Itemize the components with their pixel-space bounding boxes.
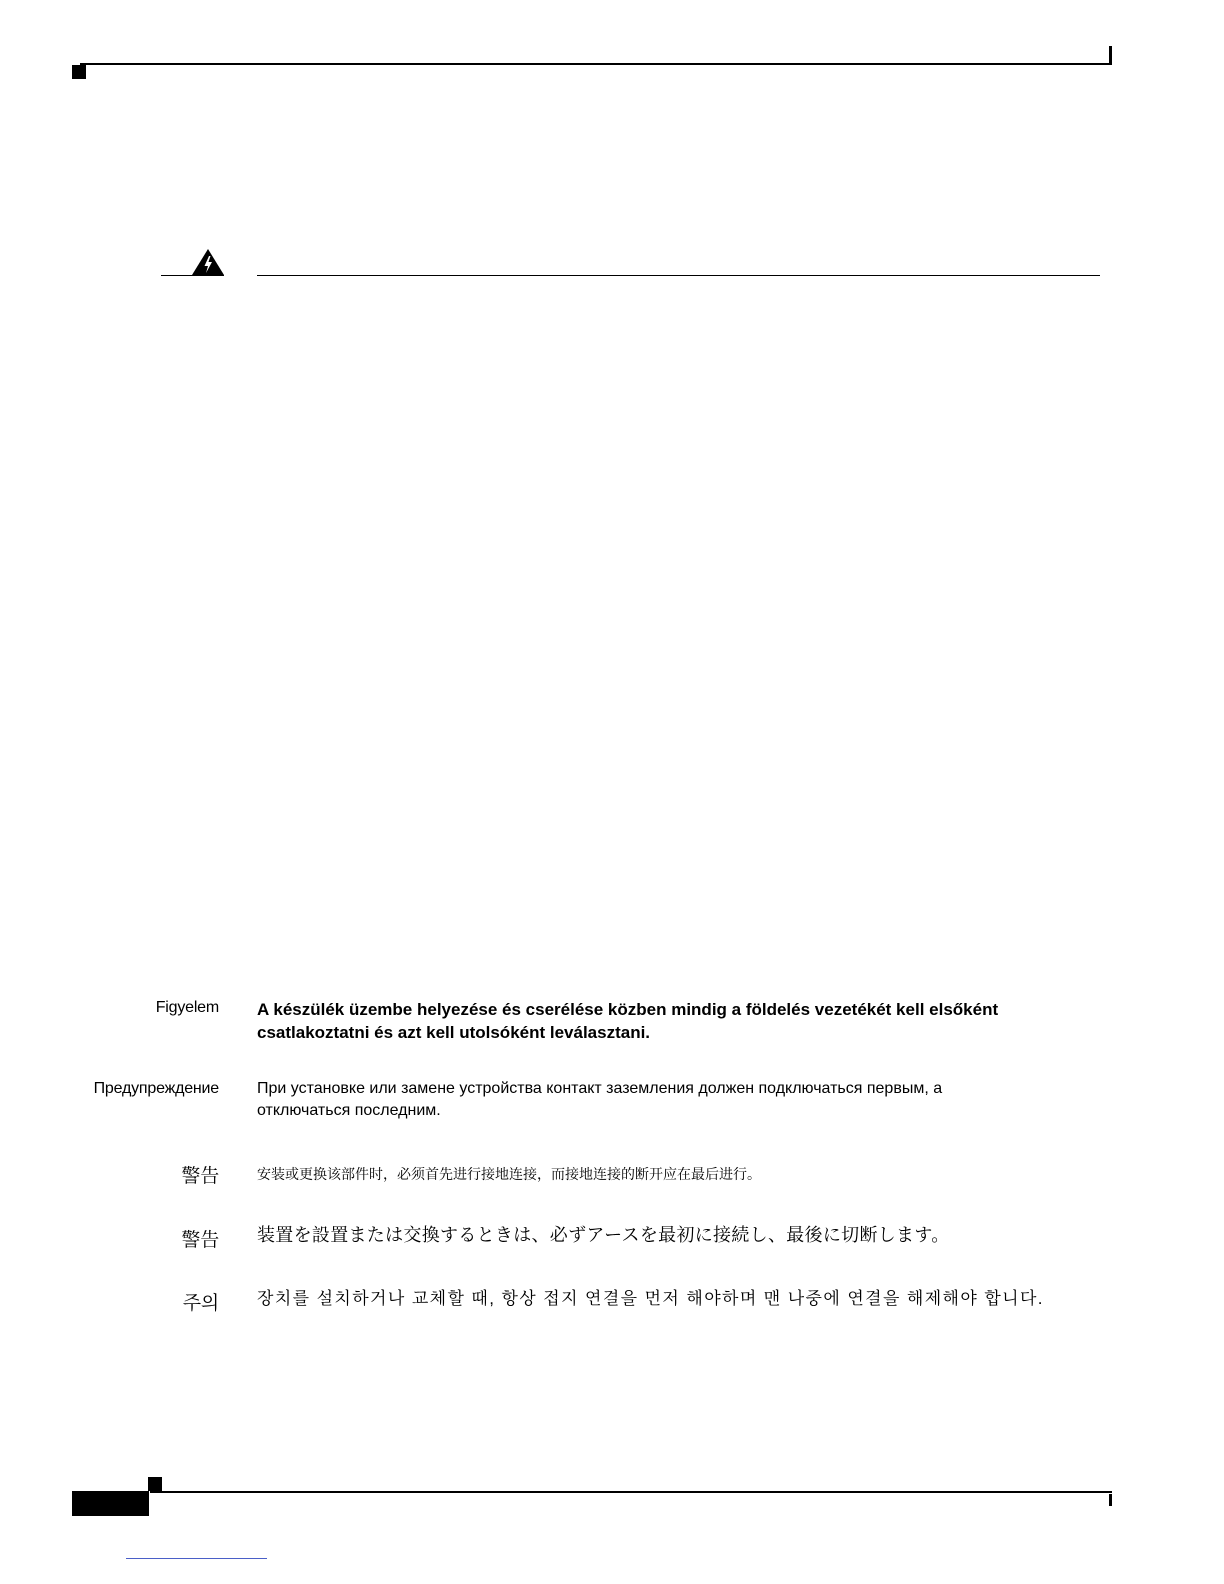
- warning-rule: [257, 275, 1100, 276]
- warning-triangle-lightning-icon: [191, 248, 225, 276]
- footer-rule: [150, 1491, 1112, 1493]
- footer-page-block: [72, 1491, 149, 1516]
- warning-label-hungarian: Figyelem: [155, 999, 219, 1016]
- header-rule: [80, 63, 1112, 65]
- footer-corner-mark: [148, 1477, 162, 1491]
- warning-text-korean: 장치를 설치하거나 교체할 때, 항상 접지 연결을 먼저 해야하며 맨 나중에 연결을 해제해야 합니다.: [257, 1289, 1044, 1308]
- warning-text-hungarian: A készülék üzembe helyezése és cserélése közben mindig a földelés vezetékét kell elsőként csatlakoztatni és azt kell utolsóként leválasztani.: [257, 1000, 999, 1042]
- warning-text-chinese: 安装或更换该部件时，必须首先进行接地连接，而接地连接的断开应在最后进行。: [257, 1166, 761, 1182]
- footer-tick-mark: [1109, 1494, 1112, 1506]
- header-tick-mark: [1109, 46, 1112, 65]
- warning-label-chinese: 警告: [181, 1166, 219, 1187]
- warning-label-russian: Предупреждение: [93, 1080, 219, 1097]
- warning-label-japanese: 警告: [181, 1230, 219, 1251]
- warning-label-korean: 주의: [182, 1293, 219, 1314]
- footer-link-underline[interactable]: [126, 1558, 267, 1559]
- header-corner-mark: [72, 65, 86, 79]
- warning-text-japanese: 装置を設置または交換するときは、必ずアースを最初に接続し、最後に切断します。: [257, 1225, 950, 1245]
- warning-icon-underline: [161, 275, 224, 276]
- warning-text-russian: При установке или замене устройства контакт заземления должен подключаться первым, а отключаться последним.: [257, 1080, 943, 1119]
